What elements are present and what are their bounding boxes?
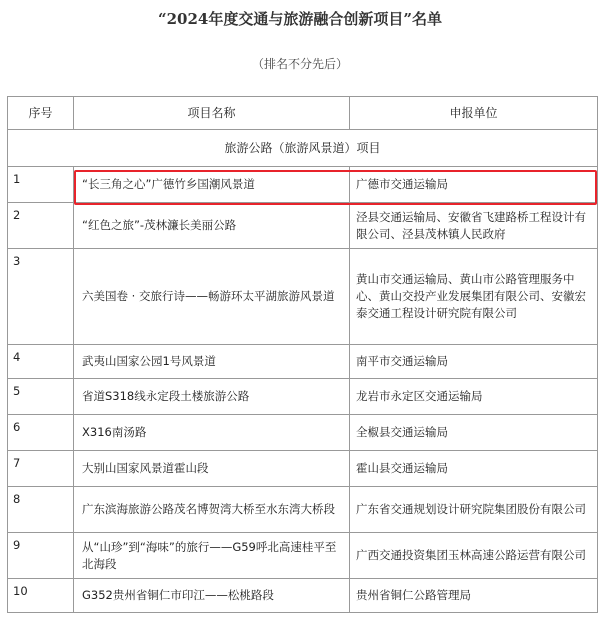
row-number: 7: [8, 451, 74, 487]
project-name: 武夷山国家公园1号风景道: [74, 345, 350, 379]
table-row: [8, 203, 598, 249]
row-number: 4: [8, 345, 74, 379]
row-number: 9: [8, 533, 74, 579]
table-row: [8, 487, 598, 533]
project-name: 省道S318线永定段土楼旅游公路: [74, 379, 350, 415]
row-number: 8: [8, 487, 74, 533]
row-number: 3: [8, 249, 74, 345]
applicant-unit: 南平市交通运输局: [350, 345, 598, 379]
project-name: 六美国卷 · 交旅行诗——畅游环太平湖旅游风景道: [74, 249, 350, 345]
project-name: X316南汤路: [74, 415, 350, 451]
table-row: [8, 415, 598, 451]
table-row: [8, 379, 598, 415]
table-row: [8, 345, 598, 379]
table-row: [8, 579, 598, 613]
table-row: [8, 167, 598, 203]
applicant-unit: 霍山县交通运输局: [350, 451, 598, 487]
table-row: [8, 451, 598, 487]
applicant-unit: 黄山市交通运输局、黄山市公路管理服务中心、黄山交投产业发展集团有限公司、安徽宏泰交通工程设计研究院有限公司: [350, 249, 598, 345]
project-name: 广东滨海旅游公路茂名博贺湾大桥至水东湾大桥段: [74, 487, 350, 533]
project-name: “红色之旅”-茂林濂长美丽公路: [74, 203, 350, 249]
applicant-unit: 广东省交通规划设计研究院集团股份有限公司: [350, 487, 598, 533]
project-name: “长三角之心”广德竹乡国潮风景道: [74, 167, 350, 203]
applicant-unit: 泾县交通运输局、安徽省飞建路桥工程设计有限公司、泾县茂林镇人民政府: [350, 203, 598, 249]
project-name: 从“山珍”到“海味”的旅行——G59呼北高速桂平至北海段: [74, 533, 350, 579]
category-label: 旅游公路（旅游风景道）项目: [8, 130, 598, 167]
category-row: [8, 130, 598, 167]
row-number: 5: [8, 379, 74, 415]
row-number: 10: [8, 579, 74, 613]
table-header-row: [8, 97, 598, 130]
applicant-unit: 贵州省铜仁公路管理局: [350, 579, 598, 613]
row-number: 6: [8, 415, 74, 451]
project-table: [7, 96, 598, 613]
project-name: 大别山国家风景道霍山段: [74, 451, 350, 487]
project-name: G352贵州省铜仁市印江——松桃路段: [74, 579, 350, 613]
table-row: [8, 533, 598, 579]
applicant-unit: 龙岩市永定区交通运输局: [350, 379, 598, 415]
row-number: 1: [8, 167, 74, 203]
row-number: 2: [8, 203, 74, 249]
header-number: 序号: [8, 97, 74, 130]
table-row: [8, 249, 598, 345]
header-project-name: 项目名称: [74, 97, 350, 130]
applicant-unit: 广西交通投资集团玉林高速公路运营有限公司: [350, 533, 598, 579]
applicant-unit: 全椒县交通运输局: [350, 415, 598, 451]
applicant-unit: 广德市交通运输局: [350, 167, 598, 203]
document-subtitle: （排名不分先后）: [251, 57, 348, 71]
document-title: “2024年度交通与旅游融合创新项目”名单: [157, 10, 442, 28]
header-applicant: 申报单位: [350, 97, 598, 130]
